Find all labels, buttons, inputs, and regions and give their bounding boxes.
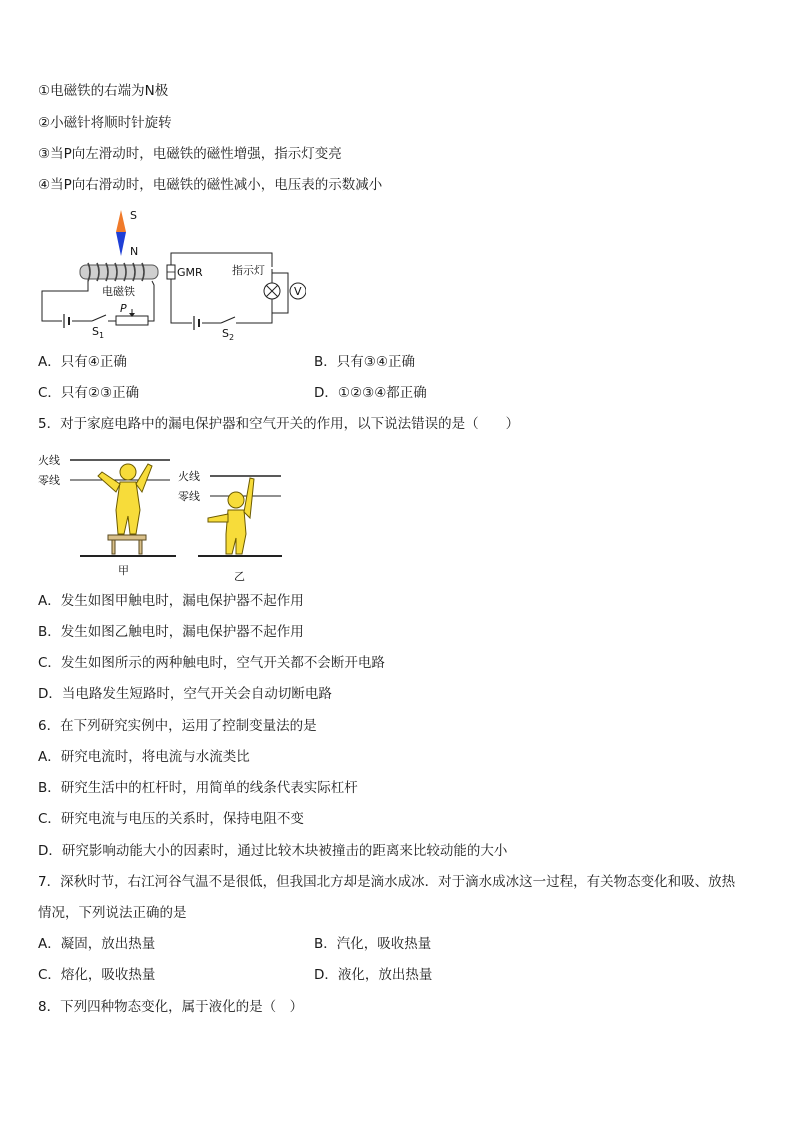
compass-n-label: N [130,245,139,258]
compass-s-label: S [130,209,137,222]
q4-option-c: C．只有②③正确 [38,385,140,401]
q4-statement-1: ①电磁铁的右端为N极 [38,83,169,99]
jia-person [98,464,152,534]
lamp-label: 指示灯 [232,264,265,277]
q6-option-d: D．研究影响动能大小的因素时，通过比较木块被撞击的距离来比较动能的大小 [38,843,508,859]
caption-yi: 乙 [234,570,245,583]
q5-stem: 5．对于家庭电路中的漏电保护器和空气开关的作用，以下说法错误的是（ ） [38,416,520,432]
q7-stem-line2: 情况，下列说法正确的是 [38,905,187,921]
q6-stem: 6．在下列研究实例中，运用了控制变量法的是 [38,718,317,734]
q7-option-c: C．熔化，吸收热量 [38,967,156,983]
q4-option-d: D．①②③④都正确 [314,385,427,401]
yi-person [208,478,254,554]
q4-option-b: B．只有③④正确 [314,354,415,370]
compass-needle-north [116,232,126,256]
q7-stem-line1: 7．深秋时节，右江河谷气温不是很低，但我国北方却是滴水成冰．对于滴水成冰这一过程，有关物态变化和吸、放热 [38,874,736,890]
q4-option-a: A．只有④正确 [38,354,127,370]
jia-live-label: 火线 [38,454,60,467]
q5-option-a: A．发生如图甲触电时，漏电保护器不起作用 [38,593,304,609]
q4-statement-4: ④当P向右滑动时，电磁铁的磁性减小，电压表的示数减小 [38,177,383,193]
q5-electric-shock-figure [36,448,286,586]
switch1-label: $S_1$ [92,325,105,340]
q8-stem: 8．下列四种物态变化，属于液化的是（ ） [38,999,304,1015]
switch-s2 [221,317,235,323]
q4-statement-3: ③当P向左滑动时，电磁铁的磁性增强，指示灯变亮 [38,146,342,162]
voltmeter-label: V [294,285,302,298]
rheostat [116,316,148,325]
q6-option-a: A．研究电流时，将电流与水流类比 [38,749,250,765]
q4-statement-2: ②小磁针将顺时针旋转 [38,115,172,131]
switch2-label: $S_2$ [222,327,235,342]
yi-live-label: 火线 [178,470,200,483]
q5-option-d: D．当电路发生短路时，空气开关会自动切断电路 [38,686,332,702]
compass-needle-south [116,210,126,232]
caption-jia: 甲 [118,564,129,577]
q7-option-a: A．凝固，放出热量 [38,936,156,952]
q5-option-b: B．发生如图乙触电时，漏电保护器不起作用 [38,624,304,640]
jia-neutral-label: 零线 [38,474,60,487]
q6-option-c: C．研究电流与电压的关系时，保持电阻不变 [38,811,304,827]
left-circuit-wires [42,281,154,321]
electromagnet-label: 电磁铁 [102,285,135,298]
gmr-label: GMR [177,266,203,279]
q6-option-b: B．研究生活中的杠杆时，用简单的线条代表实际杠杆 [38,780,358,796]
jia-stool [108,535,146,554]
yi-neutral-label: 零线 [178,490,200,503]
electromagnet-core [80,265,158,279]
switch-s1 [92,315,106,321]
q7-option-d: D．液化，放出热量 [314,967,433,983]
q4-circuit-figure [36,205,306,345]
slider-p-label: P [120,302,127,315]
q5-option-c: C．发生如图所示的两种触电时，空气开关都不会断开电路 [38,655,385,671]
q7-option-b: B．汽化，吸收热量 [314,936,432,952]
